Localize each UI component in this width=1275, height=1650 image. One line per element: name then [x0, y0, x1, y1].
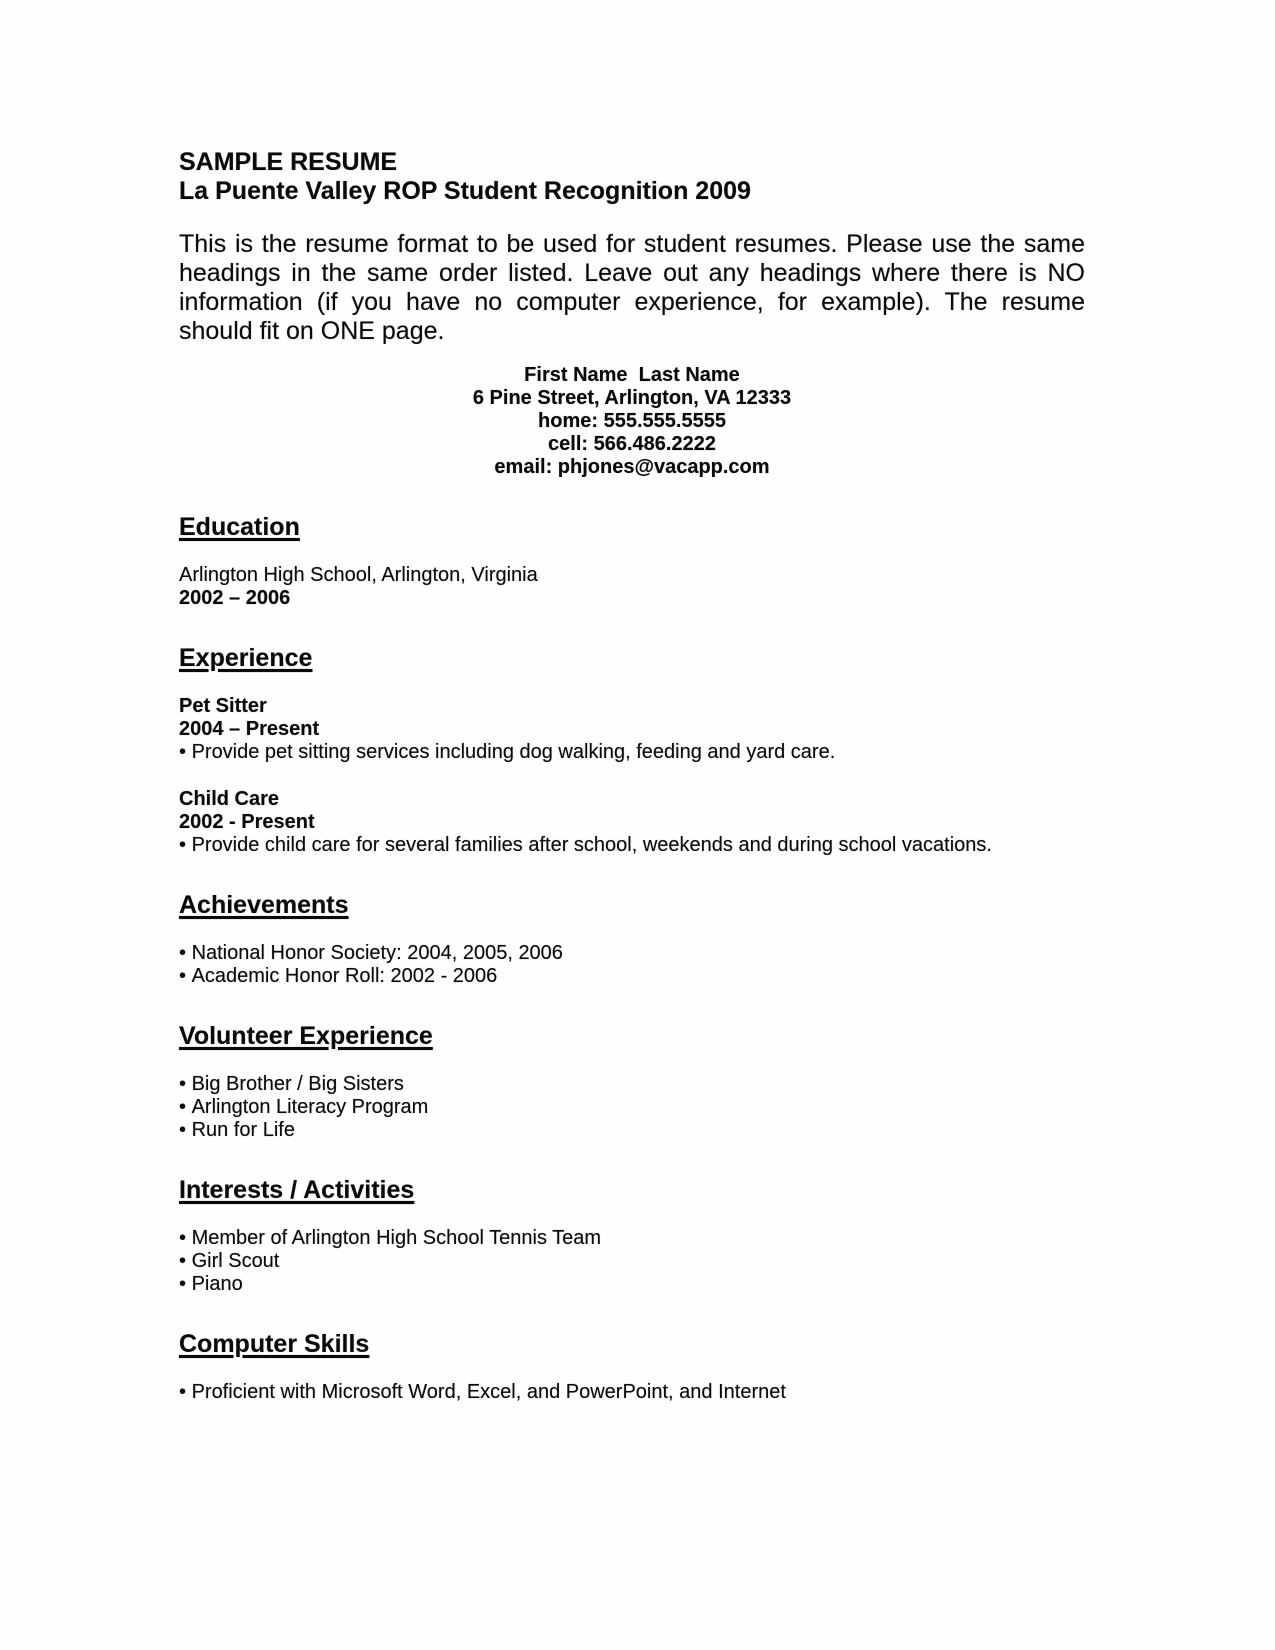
contact-home-phone: home: 555.555.5555: [538, 410, 726, 432]
interest-item: • Member of Arlington High School Tennis Team: [179, 1227, 1085, 1250]
document-title: SAMPLE RESUME: [179, 148, 398, 176]
education-section: [179, 564, 1085, 610]
job-duty-item: • Provide child care for several families after school, weekends and during school vacations.: [179, 834, 1085, 857]
experience-section: [179, 695, 1085, 857]
intro-paragraph: [179, 230, 1085, 346]
computer-skills-section: [179, 1381, 1085, 1404]
section-heading-education: Education: [179, 513, 300, 541]
section-heading-interests-activities: Interests / Activities: [179, 1176, 415, 1204]
experience-job: [179, 788, 1085, 857]
section-heading-volunteer-experience: Volunteer Experience: [179, 1022, 433, 1050]
achievements-section: [179, 942, 1085, 988]
intro-line: This is the resume format to be used for student resumes. Please use the same: [179, 230, 1085, 258]
section-heading-computer-skills: Computer Skills: [179, 1330, 370, 1358]
interest-item: • Piano: [179, 1273, 1085, 1296]
job-title: Child Care: [179, 788, 280, 810]
computer-skill-item: • Proficient with Microsoft Word, Excel, and PowerPoint, and Internet: [179, 1381, 1085, 1404]
document-content: [179, 148, 1085, 1404]
job-dates: 2004 – Present: [179, 718, 320, 740]
interest-item: • Girl Scout: [179, 1250, 1085, 1273]
experience-job: [179, 695, 1085, 764]
volunteer-section: [179, 1073, 1085, 1142]
interests-section: [179, 1227, 1085, 1296]
section-heading-achievements: Achievements: [179, 891, 349, 919]
job-duty-item: • Provide pet sitting services including dog walking, feeding and yard care.: [179, 741, 1085, 764]
contact-cell-phone: cell: 566.486.2222: [548, 433, 716, 455]
document-title-block: [179, 148, 1085, 206]
contact-block: [179, 364, 1085, 479]
intro-line: information (if you have no computer experience, for example). The resume: [179, 288, 1085, 316]
volunteer-item: • Run for Life: [179, 1119, 1085, 1142]
education-dates: 2002 – 2006: [179, 587, 291, 609]
job-dates: 2002 - Present: [179, 811, 315, 833]
contact-address: 6 Pine Street, Arlington, VA 12333: [472, 387, 792, 409]
intro-line: should fit on ONE page.: [179, 317, 445, 345]
contact-name: First Name Last Name: [524, 364, 740, 386]
intro-line: headings in the same order listed. Leave out any headings where there is NO: [179, 259, 1085, 287]
achievement-item: • Academic Honor Roll: 2002 - 2006: [179, 965, 1085, 988]
job-title: Pet Sitter: [179, 695, 267, 717]
contact-email: email: phjones@vacapp.com: [494, 456, 770, 478]
document-subtitle: La Puente Valley ROP Student Recognition 2009: [179, 177, 751, 205]
education-school: Arlington High School, Arlington, Virginia: [179, 564, 538, 586]
volunteer-item: • Big Brother / Big Sisters: [179, 1073, 1085, 1096]
volunteer-item: • Arlington Literacy Program: [179, 1096, 1085, 1119]
section-heading-experience: Experience: [179, 644, 313, 672]
achievement-item: • National Honor Society: 2004, 2005, 2006: [179, 942, 1085, 965]
